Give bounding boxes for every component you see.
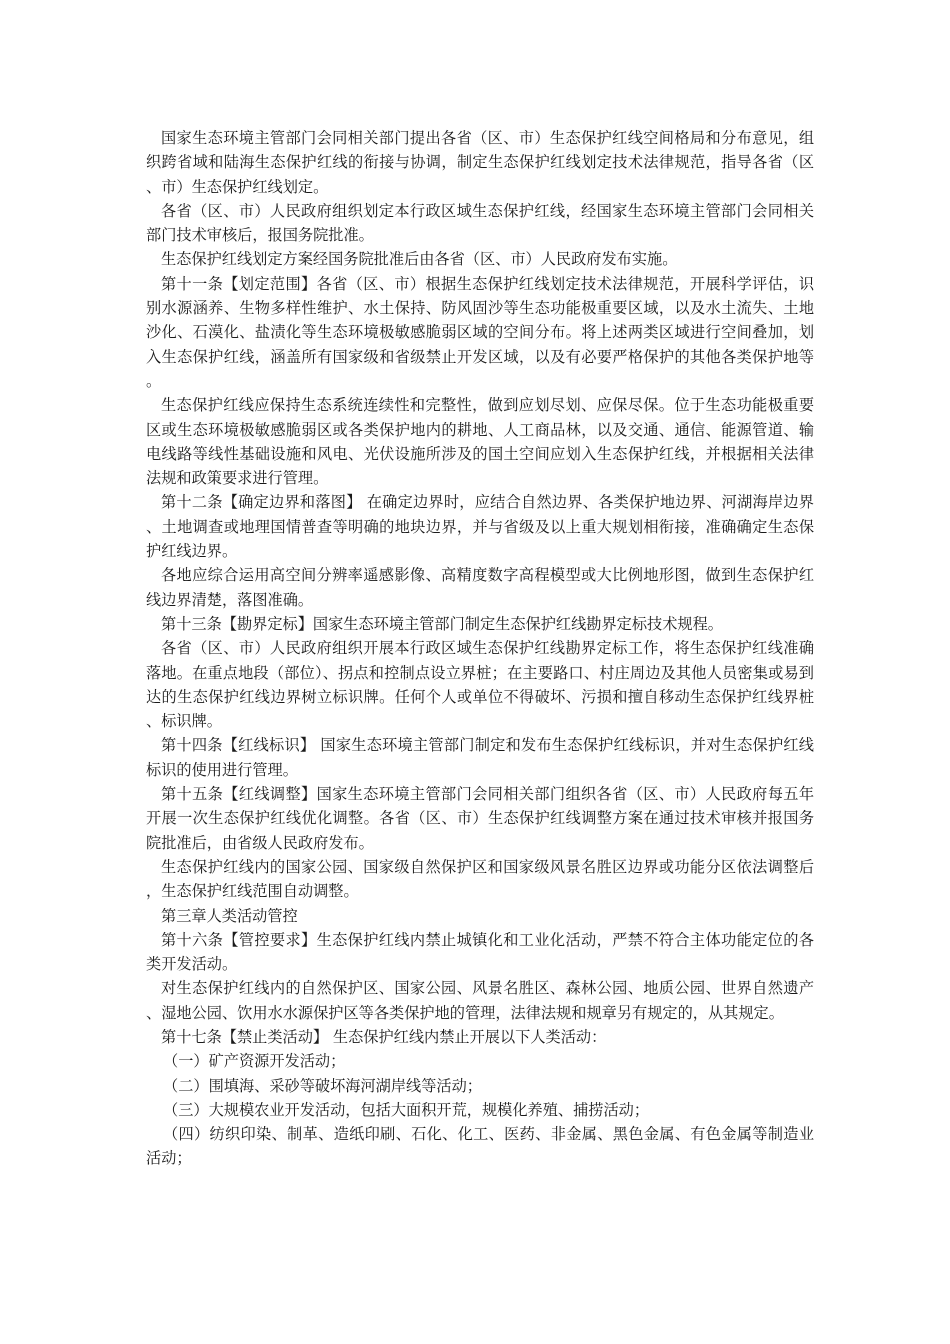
article-17: 第十七条【禁止类活动】 生态保护红线内禁止开展以下人类活动：	[161, 1027, 607, 1046]
chapter-3-heading: 第三章人类活动管控	[161, 906, 298, 925]
list-item-4: （四）纺织印染、制革、造纸印刷、石化、化工、医药、非金属、黑色金属、有色金属等制造业活动；	[146, 1125, 814, 1168]
paragraph-5: 生态保护红线应保持生态系统连续性和完整性，做到应划尽划、应保尽保。位于生态功能极重要区或生态环境极敏感脆弱区或各类保护地内的耕地、人工商品林，以及交通、通信、能源管道、输电线路等线性基础设施和风电、光伏设施所涉及的国土空间应划入生态保护红线，并根据相关法律法规和政策要求进行管理。	[146, 396, 814, 488]
paragraph-15: 对生态保护红线内的自然保护区、国家公园、风景名胜区、森林公园、地质公园、世界自然遗产、湿地公园、饮用水水源保护区等各类保护地的管理，法律法规和规章另有规定的，从其规定。	[146, 979, 814, 1022]
list-item-2: （二）围填海、采砂等破坏海河湖岸线等活动；	[163, 1076, 482, 1095]
document-body	[146, 126, 814, 1171]
article-12: 第十二条【确定边界和落图】 在确定边界时，应结合自然边界、各类保护地边界、河湖海岸边界、土地调查或地理国情普查等明确的地块边界，并与省级及以上重大规划相衔接，准确确定生态保护红线边界。	[146, 493, 814, 561]
article-13: 第十三条【勘界定标】国家生态环境主管部门制定生态保护红线勘界定标技术规程。	[161, 614, 723, 633]
paragraph-3: 生态保护红线划定方案经国务院批准后由各省（区、市）人民政府发布实施。	[161, 250, 678, 269]
paragraph-9: 各省（区、市）人民政府组织开展本行政区域生态保护红线勘界定标工作，将生态保护红线准确落地。在重点地段（部位）、拐点和控制点设立界桩；在主要路口、村庄周边及其他人员密集或易到达的生态保护红线边界树立标识牌。任何个人或单位不得破坏、污损和擅自移动生态保护红线界桩、标识牌。	[146, 639, 814, 731]
list-item-3: （三）大规模农业开发活动，包括大面积开荒，规模化养殖、捕捞活动；	[163, 1100, 649, 1119]
article-15: 第十五条【红线调整】国家生态环境主管部门会同相关部门组织各省（区、市）人民政府每五年开展一次生态保护红线优化调整。各省（区、市）生态保护红线调整方案在通过技术审核并报国务院批准后，由省级人民政府发布。	[146, 785, 814, 852]
article-16: 第十六条【管控要求】生态保护红线内禁止城镇化和工业化活动，严禁不符合主体功能定位的各类开发活动。	[146, 930, 814, 974]
paragraph-2: 各省（区、市）人民政府组织划定本行政区域生态保护红线，经国家生态环境主管部门会同相关部门技术审核后，报国务院批准。	[146, 201, 814, 245]
article-14: 第十四条【红线标识】 国家生态环境主管部门制定和发布生态保护红线标识，并对生态保护红线标识的使用进行管理。	[146, 736, 814, 779]
article-11: 第十一条【划定范围】各省（区、市）根据生态保护红线划定技术法律规范，开展科学评估，识别水源涵养、生物多样性维护、水土保持、防风固沙等生态功能极重要区域，以及水土流失、土地沙化、石漠化、盐渍化等生态环境极敏感脆弱区域的空间分布。将上述两类区域进行空间叠加，划入生态保护红线，涵盖所有国家级和省级禁止开发区域，以及有必要严格保护的其他各类保护地等。	[146, 274, 814, 390]
paragraph-1: 国家生态环境主管部门会同相关部门提出各省（区、市）生态保护红线空间格局和分布意见，组织跨省域和陆海生态保护红线的衔接与协调，制定生态保护红线划定技术法律规范，指导各省（区、市）生态保护红线划定。	[146, 129, 814, 196]
paragraph-7: 各地应综合运用高空间分辨率遥感影像、高精度数字高程模型或大比例地形图，做到生态保护红线边界清楚，落图准确。	[146, 566, 814, 609]
paragraph-12: 生态保护红线内的国家公园、国家级自然保护区和国家级风景名胜区边界或功能分区依法调整后，生态保护红线范围自动调整。	[146, 857, 814, 901]
list-item-1: （一）矿产资源开发活动；	[163, 1052, 346, 1071]
